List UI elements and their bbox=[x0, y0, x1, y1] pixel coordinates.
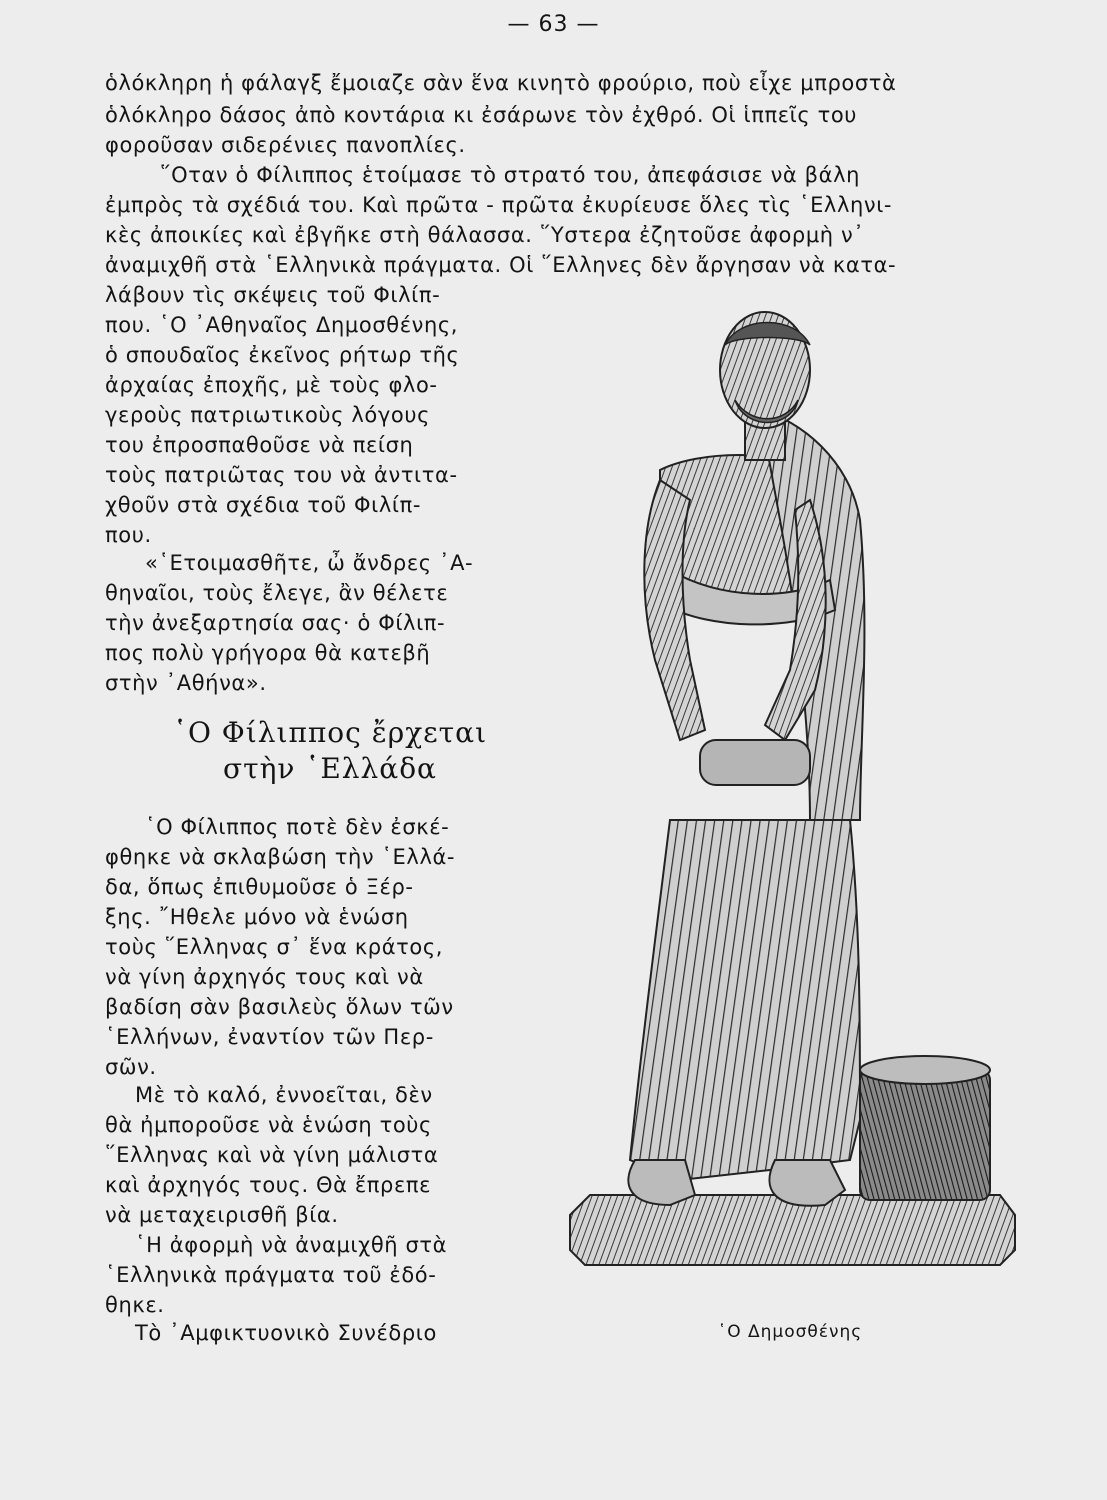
text-line: φθηκε νὰ σκλαβώση τὴν ῾Ελλά- bbox=[105, 845, 456, 869]
text-line: ῞Ελληνας καὶ νὰ γίνη μάλιστα bbox=[105, 1143, 439, 1167]
text-line: θηναῖοι, τοὺς ἔλεγε, ἂν θέλετε bbox=[105, 581, 449, 605]
text-line: γεροὺς πατριωτικοὺς λόγους bbox=[105, 403, 431, 427]
text-line: καὶ ἀρχηγός τους. Θὰ ἔπρεπε bbox=[105, 1173, 432, 1197]
text-line: ἐμπρὸς τὰ σχέδιά του. Καὶ πρῶτα - πρῶτα ἐκυρίευσε ὅλες τὶς ῾Ελληνι- bbox=[105, 193, 893, 217]
text-line: τοὺς ῞Ελληνας σ᾿ ἕνα κράτος, bbox=[105, 935, 444, 959]
text-line: ἀναμιχθῆ στὰ ῾Ελληνικὰ πράγματα. Οἱ ῞Ελληνες δὲν ἄργησαν νὰ κατα- bbox=[105, 253, 897, 277]
text-line: νὰ γίνη ἀρχηγός τους καὶ νὰ bbox=[105, 965, 424, 989]
text-line: λάβουν τὶς σκέψεις τοῦ Φιλίπ- bbox=[105, 283, 441, 307]
text-line: κὲς ἀποικίες καὶ ἐβγῆκε στὴ θάλασσα. ῞Υστερα ἐζητοῦσε ἀφορμὴ ν᾿ bbox=[105, 223, 865, 247]
text-line: χθοῦν στὰ σχέδια τοῦ Φιλίπ- bbox=[105, 493, 422, 517]
text-line: θηκε. bbox=[105, 1293, 165, 1317]
text-line: Τὸ ᾿Αμφικτυονικὸ Συνέδριο bbox=[135, 1321, 437, 1345]
text-line: του ἐπροσπαθοῦσε νὰ πείση bbox=[105, 433, 414, 457]
demosthenes-statue-illustration bbox=[560, 300, 1020, 1305]
text-line: στὴν ᾿Αθήνα». bbox=[105, 671, 267, 695]
text-line: που. ῾Ο ᾿Αθηναῖος Δημοσθένης, bbox=[105, 313, 459, 337]
text-line: ὁλόκληρη ἡ φάλαγξ ἔμοιαζε σὰν ἕνα κινητὸ φρούριο, ποὺ εἶχε μπροστὰ bbox=[105, 71, 897, 95]
text-line: ῾Ελληνικὰ πράγματα τοῦ ἐδό- bbox=[105, 1263, 437, 1287]
text-line: πος πολὺ γρήγορα θὰ κατεβῆ bbox=[105, 641, 431, 665]
page-number: — 63 — bbox=[507, 12, 600, 37]
text-line: βαδίση σὰν βασιλεὺς ὅλων τῶν bbox=[105, 995, 454, 1019]
text-line: ἀρχαίας ἐποχῆς, μὲ τοὺς φλο- bbox=[105, 373, 438, 397]
text-line: ξης. ῎Ηθελε μόνο νὰ ἑνώση bbox=[105, 905, 409, 929]
figure-caption: ῾Ο Δημοσθένης bbox=[717, 1322, 863, 1342]
text-line: νὰ μεταχειρισθῆ βία. bbox=[105, 1203, 339, 1227]
text-line: θὰ ἠμποροῦσε νὰ ἑνώση τοὺς bbox=[105, 1113, 432, 1137]
text-line: τὴν ἀνεξαρτησία σας· ὁ Φίλιπ- bbox=[105, 611, 446, 635]
text-line: που. bbox=[105, 523, 152, 547]
text-line: ῾Η ἀφορμὴ νὰ ἀναμιχθῆ στὰ bbox=[135, 1233, 448, 1257]
text-line: «῾Ετοιμασθῆτε, ὦ ἄνδρες ᾿Α- bbox=[145, 551, 474, 575]
text-line: ῾Ο Φίλιππος ποτὲ δὲν ἐσκέ- bbox=[145, 815, 450, 839]
text-line: σῶν. bbox=[105, 1055, 157, 1079]
text-line: δα, ὅπως ἐπιθυμοῦσε ὁ Ξέρ- bbox=[105, 875, 414, 899]
section-heading-line: ῾Ο Φίλιππος ἔρχεται bbox=[172, 716, 488, 749]
text-line: ὁ σπουδαῖος ἐκεῖνος ρήτωρ τῆς bbox=[105, 343, 460, 367]
text-line: ῞Οταν ὁ Φίλιππος ἑτοίμασε τὸ στρατό του, ἀπεφάσισε νὰ βάλη bbox=[160, 163, 861, 187]
text-line: φοροῦσαν σιδερένιες πανοπλίες. bbox=[105, 133, 466, 157]
text-line: ῾Ελλήνων, ἐναντίον τῶν Περ- bbox=[105, 1025, 434, 1049]
text-line: Μὲ τὸ καλό, ἐννοεῖται, δὲν bbox=[135, 1083, 433, 1107]
text-line: τοὺς πατριῶτας του νὰ ἀντιτα- bbox=[105, 463, 458, 487]
text-line: ὁλόκληρο δάσος ἀπὸ κοντάρια κι ἐσάρωνε τὸν ἐχθρό. Οἱ ἱππεῖς του bbox=[105, 103, 858, 127]
section-heading-line: στὴν ῾Ελλάδα bbox=[223, 752, 437, 785]
